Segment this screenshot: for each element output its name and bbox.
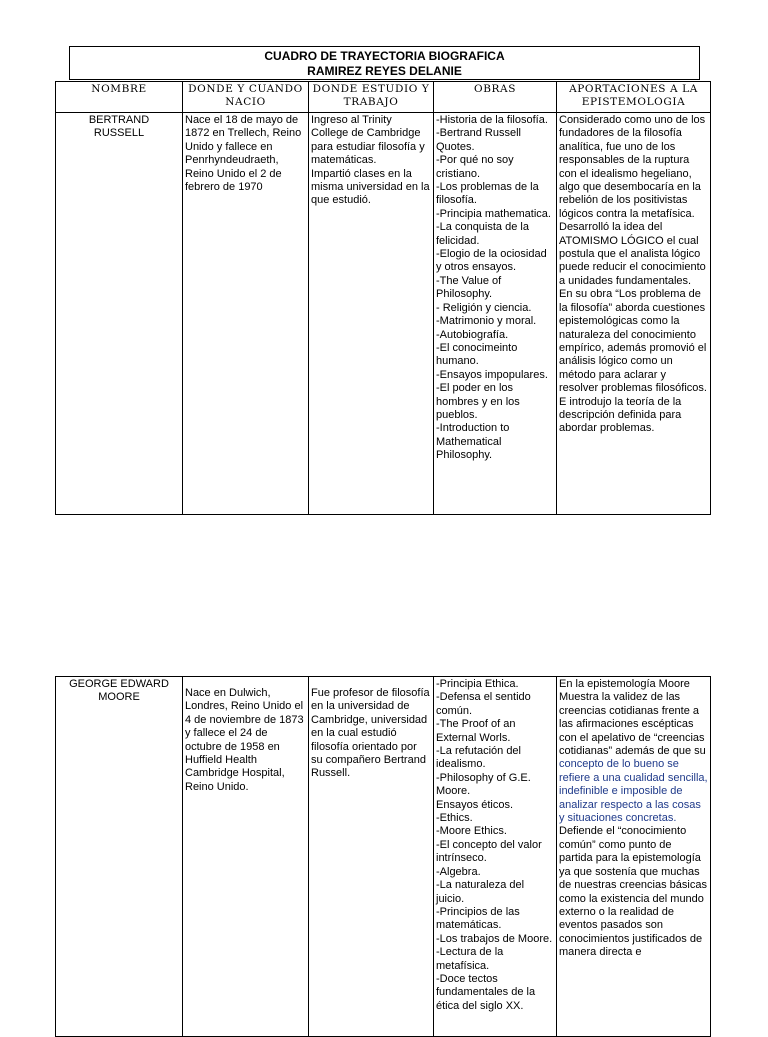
header-birth: DONDE Y CUANDO NACIO [183, 82, 309, 113]
header-works: OBRAS [434, 82, 557, 113]
contributions-text [557, 677, 711, 1037]
header-contributions: APORTACIONES A LA EPISTEMOLOGIA [557, 82, 711, 113]
contributions-part-2: Defiende el “conocimiento común” como punto de partida para la epistemología ya que sostenía que muchas de nuestras creencias básicas como la existencia del mundo externo o la realidad de eventos pasados son conocimientos justificados de manera directa e [559, 825, 707, 959]
header-study-work: DONDE ESTUDIO Y TRABAJO [309, 82, 434, 113]
birth-info: Nace en Dulwich, Londres, Reino Unido el 4 de noviembre de 1873 y fallece el 24 de octubre de 1958 en Huffield Health Cambridge Hospital, Reino Unido. [183, 677, 309, 1037]
contributions-text: Considerado como uno de los fundadores de la filosofía analítica, fue uno de los responsables de la ruptura con el idealismo hegeliano, algo que desembocaría en la rebelión de los positivistas lógicos contra la metafísica. Desarrolló la idea del ATOMISMO LÓGICO el cual postula que el analista lógico puede reducir el conocimiento a unidades fundamentales. En su obra “Los problema de la filosofía” aborda cuestiones epistemológicas como la naturaleza del conocimiento empírico, además promovió el análisis lógico como un método para aclarar y resolver problemas filosóficos. E introdujo la teoría de la descripción definida para abordar problemas. [557, 113, 711, 515]
header-name: NOMBRE [56, 82, 183, 113]
works-list: -Historia de la filosofía. -Bertrand Russell Quotes. -Por qué no soy cristiano. -Los problemas de la filosofía. -Principia mathematica. -La conquista de la felicidad. -Elogio de la ociosidad y otros ensayos. -The Value of Philosophy. - Religión y ciencia. -Matrimonio y moral. -Autobiografía. -El conocimeinto humano. -Ensayos impopulares. -El poder en los hombres y en los pueblos. -Introduction to Mathematical Philosophy. [434, 113, 557, 515]
header-row [56, 82, 711, 113]
study-work-info: Fue profesor de filosofía en la universidad de Cambridge, universidad en la cual estudió filosofía orientado por su compañero Bertrand Russell. [309, 677, 434, 1037]
contributions-part-1: En la epistemología Moore Muestra la validez de las creencias cotidianas frente a las afirmaciones escépticas con el apelativo de “creencias cotidianas” además de que su [559, 678, 706, 758]
russell-table [55, 81, 711, 515]
person-name: BERTRAND RUSSELL [56, 113, 183, 515]
table-row [56, 677, 711, 1037]
study-work-info: Ingreso al Trinity College de Cambridge para estudiar filosofía y matemáticas. Impartió clases en la misma universidad en la que estudió. [309, 113, 434, 515]
title-line-2: RAMIREZ REYES DELANIE [307, 64, 462, 78]
table-row [56, 113, 711, 515]
document-title [69, 46, 700, 80]
contributions-highlight: concepto de lo bueno se refiere a una cualidad sencilla, indefinible e imposible de analizar respecto a las cosas y situaciones concretas. [559, 758, 708, 825]
works-list: -Principia Ethica. -Defensa el sentido común. -The Proof of an External Worls. -La refutación del idealismo. -Philosophy of G.E. Moore. Ensayos éticos. -Ethics. -Moore Ethics. -El concepto del valor intrínseco. -Algebra. -La naturaleza del juicio. -Principios de las matemáticas. -Los trabajos de Moore. -Lectura de la metafísica. -Doce tectos fundamentales de la ética del siglo XX. [434, 677, 557, 1037]
moore-table [55, 676, 711, 1037]
title-line-1: CUADRO DE TRAYECTORIA BIOGRAFICA [264, 49, 505, 63]
person-name: GEORGE EDWARD MOORE [56, 677, 183, 1037]
birth-info: Nace el 18 de mayo de 1872 en Trellech, Reino Unido y fallece en Penrhyndeudraeth, Reino Unido el 2 de febrero de 1970 [183, 113, 309, 515]
